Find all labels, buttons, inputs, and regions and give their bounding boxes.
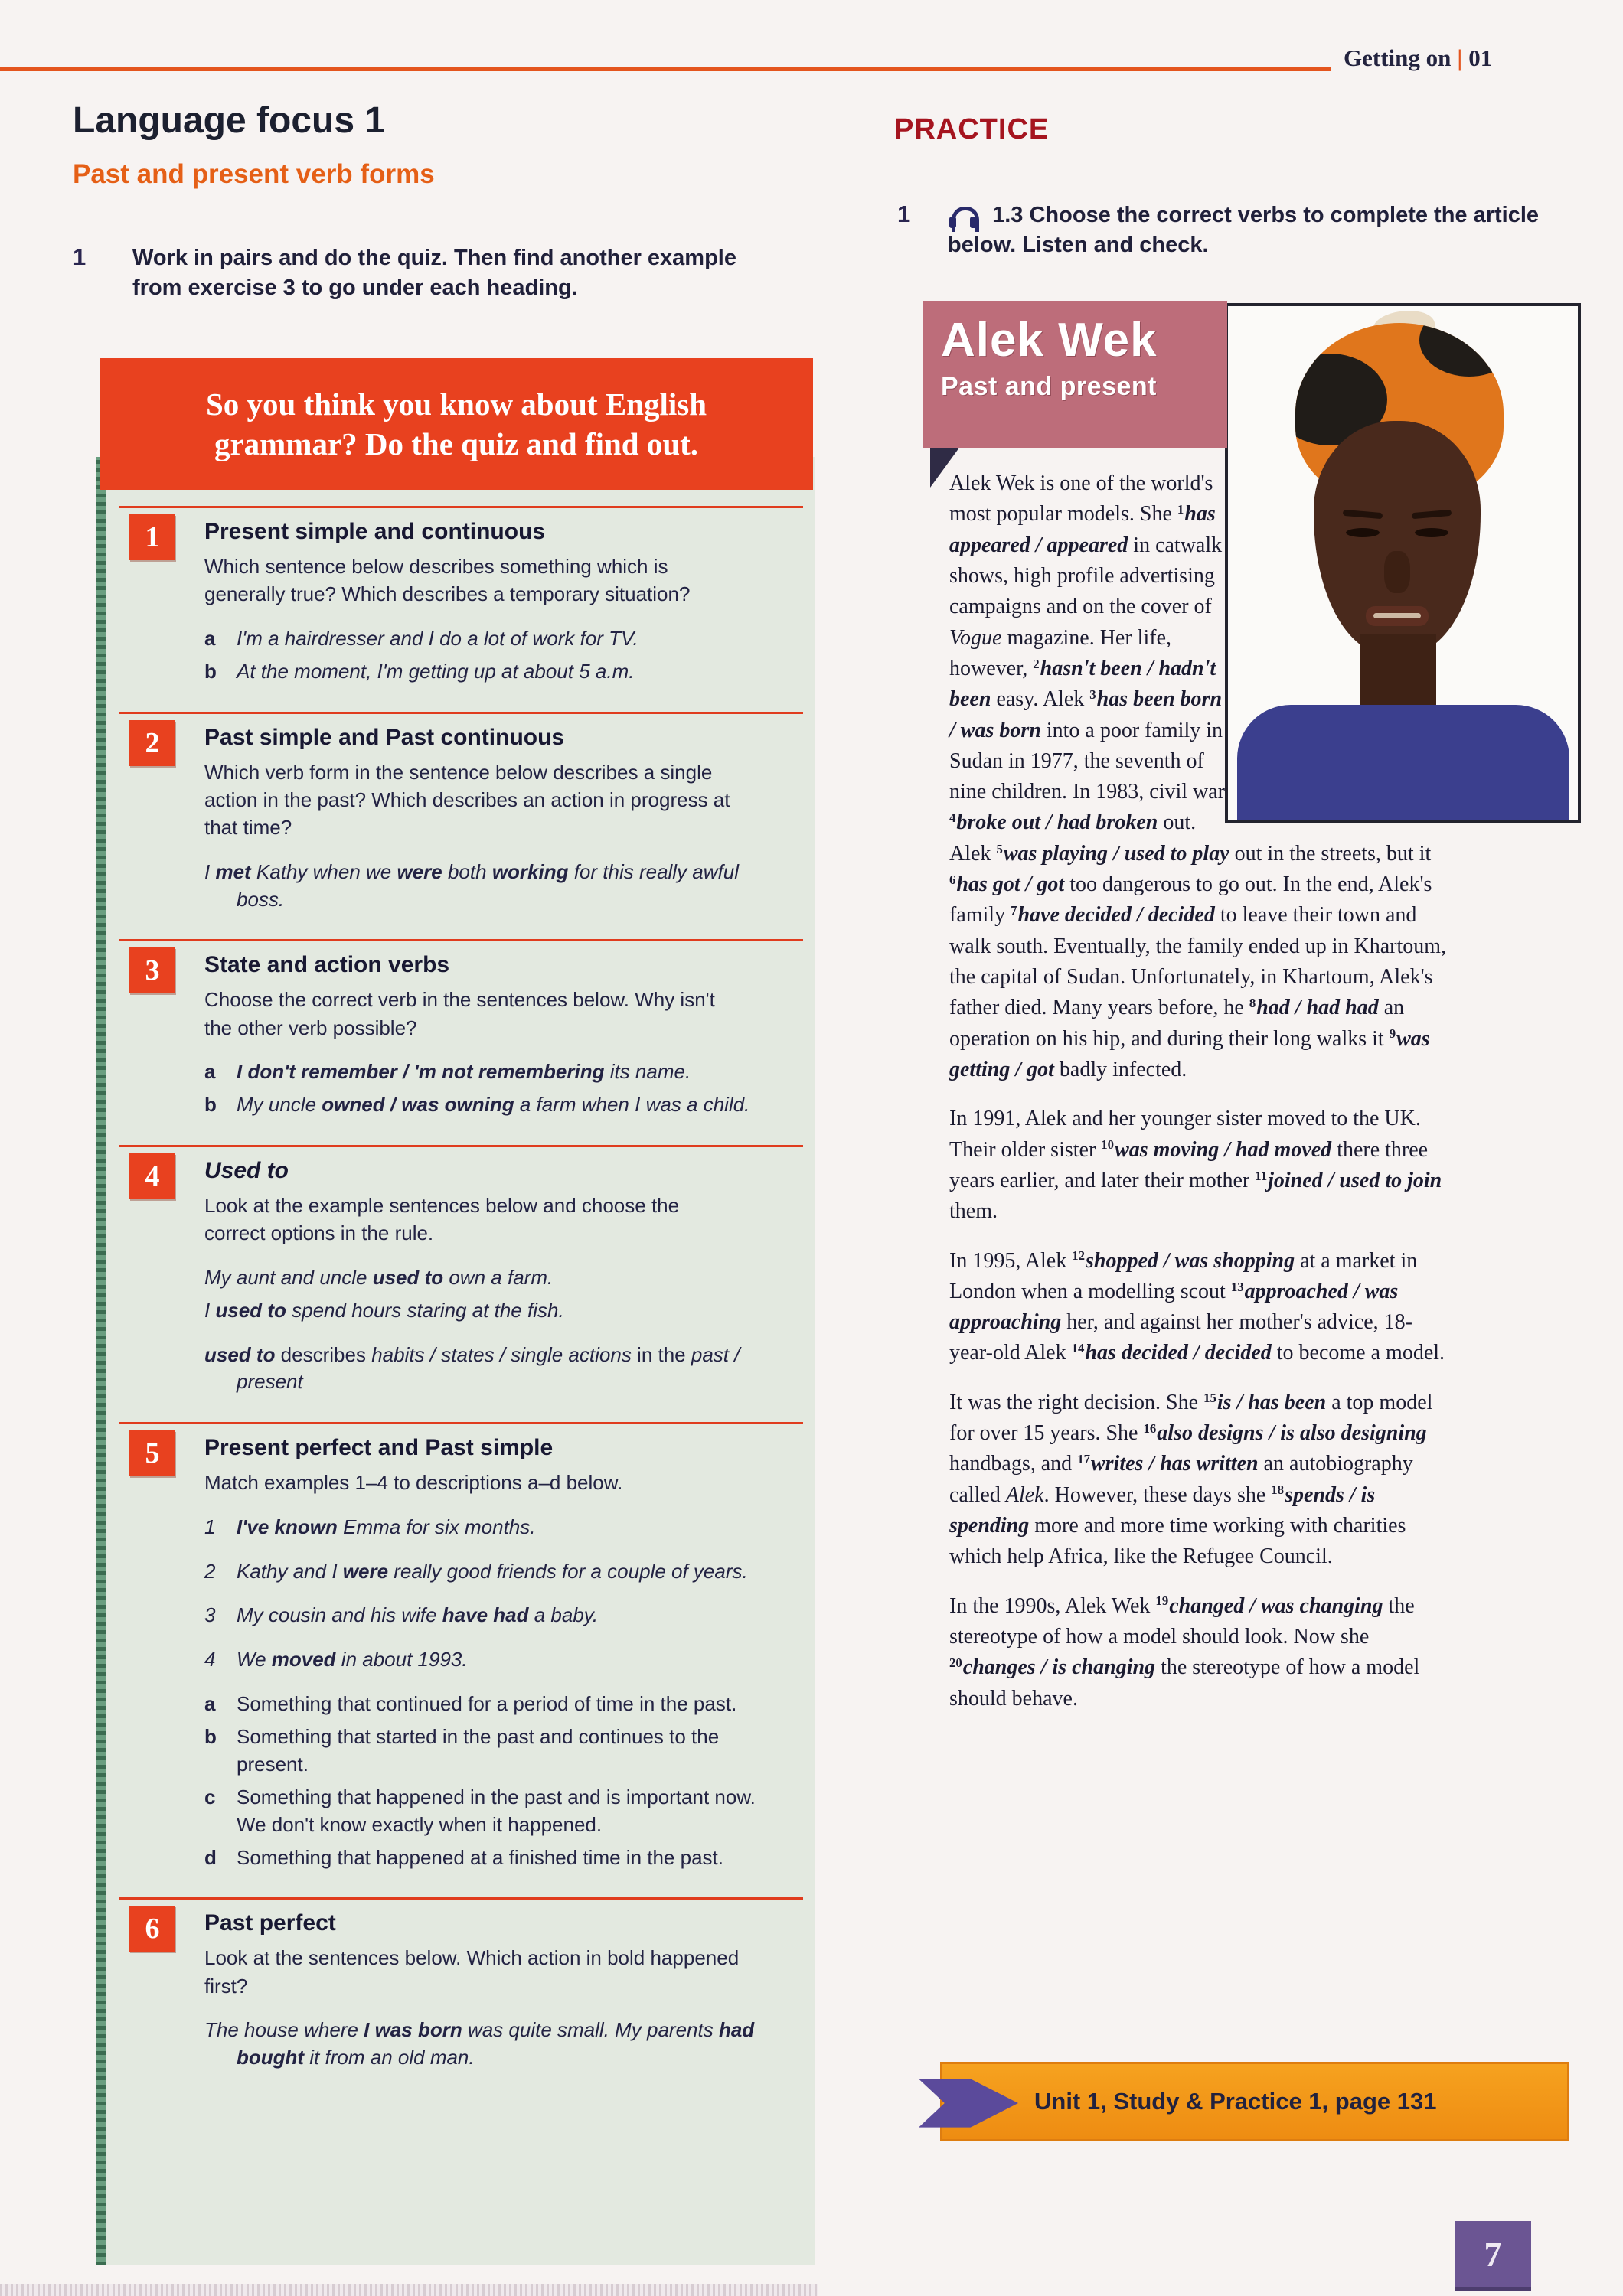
article-subtitle: Past and present: [941, 372, 1157, 402]
line-label: b: [204, 1725, 217, 1749]
verb-choice: was moving / had moved: [1115, 1137, 1332, 1162]
verb-choice: were: [397, 859, 442, 883]
quiz-section-title: Present perfect and Past simple: [204, 1435, 554, 1461]
quiz-example-line: [204, 1691, 772, 1718]
verb-choice: joined / used to join: [1268, 1168, 1442, 1192]
quiz-banner-line2: grammar? Do the quiz and find out.: [214, 426, 699, 461]
article-paragraph: [949, 1104, 1455, 1227]
practice-exercise-1: [897, 201, 1586, 260]
page-header: [1344, 44, 1492, 72]
verb-choice: working: [491, 859, 569, 883]
verb-choice: had / had had: [1256, 996, 1379, 1020]
line-label: b: [204, 1093, 217, 1117]
line-label: 1: [204, 1515, 216, 1538]
verb-choice: changed / was changing: [1169, 1593, 1383, 1618]
quiz-example-line: [204, 1602, 772, 1629]
page-subtitle: Past and present verb forms: [73, 159, 435, 189]
text-run: Kathy and I: [237, 1559, 343, 1583]
quiz-section-number: 3: [129, 947, 175, 993]
line-label: c: [204, 1785, 216, 1808]
study-reference-banner: [940, 2062, 1569, 2141]
text-run: I: [204, 1298, 216, 1322]
quiz-section-title: State and action verbs: [204, 952, 450, 978]
quiz-example-line: [204, 1724, 772, 1779]
quiz-section-question: Choose the correct verb in the sentences below. Why isn't the other verb possible?: [204, 988, 715, 1039]
practice-instruction: [948, 201, 1583, 260]
verb-choice: I've known: [237, 1515, 338, 1538]
article-title: Alek Wek: [941, 314, 1158, 367]
header-divider: |: [1457, 44, 1463, 71]
text-run: . However, these days she: [1043, 1482, 1272, 1507]
text-run: its name.: [604, 1060, 691, 1084]
verb-choice: were: [342, 1559, 389, 1583]
quiz-section-question: Look at the sentences below. Which action in bold happened first?: [204, 1946, 740, 1998]
text-run: past / present: [237, 1342, 740, 1394]
quiz-section: [119, 1897, 803, 2087]
verb-choice: has decided / decided: [1085, 1341, 1272, 1365]
text-run: magazine. Her life, however,: [949, 625, 1171, 680]
verb-choice: broke out / had broken: [956, 810, 1158, 835]
text-run: In 1991, Alek and her younger sister moved to the UK. Their older sister: [949, 1107, 1421, 1162]
text-run: too dangerous to go out. In the end, Alek's family: [949, 872, 1432, 928]
quiz-section-number: 4: [129, 1153, 175, 1199]
verb-choice: changes / is changing: [962, 1655, 1156, 1680]
article-paragraph: [949, 1246, 1455, 1369]
choice-number: 14: [1071, 1341, 1085, 1356]
text-run: easy. Alek: [991, 687, 1090, 712]
article-title-box: [923, 301, 1227, 448]
quiz-section: [119, 1145, 803, 1411]
quiz-section-number: 5: [129, 1430, 175, 1476]
quiz-box: [96, 457, 815, 2265]
headphones-icon: [949, 207, 977, 223]
line-label: 2: [204, 1559, 216, 1583]
verb-choice: have had: [442, 1603, 529, 1627]
quiz-example-line: [204, 859, 772, 914]
article-paragraph: [949, 1591, 1455, 1714]
text-run: an autobiography called: [949, 1452, 1413, 1507]
text-run: Something that happened in the past and is important now. We don't know exactly when it happened.: [237, 1785, 756, 1836]
quiz-example-line: [204, 1297, 772, 1325]
choice-number: 20: [949, 1655, 962, 1671]
quiz-section-question: Which verb form in the sentence below describes a single action in the past? Which describes an action in progress at that time?: [204, 760, 730, 840]
header-unit-number: 01: [1468, 44, 1493, 71]
text-run: to leave their town and walk south. Eventually, the family ended up in Khartoum, the capital of Sudan. Unfortunately, in Khartoum, Alek's father died. Many years before, he: [949, 903, 1447, 1020]
line-label: 4: [204, 1648, 216, 1671]
verb-choice: hasn't been / hadn't been: [949, 656, 1216, 712]
text-run: the stereotype of how a model should look. Now she: [949, 1593, 1415, 1649]
text-run: an operation on his hip, and during their long walks it: [949, 996, 1405, 1051]
scan-edge-strip: [0, 2284, 818, 2296]
quiz-example-line: [204, 1342, 772, 1397]
choice-number: 5: [996, 841, 1003, 856]
line-label: a: [204, 1692, 216, 1716]
choice-number: 18: [1271, 1482, 1285, 1498]
verb-choice: writes / has written: [1090, 1452, 1259, 1476]
verb-choice: met: [215, 859, 251, 883]
quiz-example-line: [204, 625, 772, 653]
text-run: My cousin and his wife: [237, 1603, 442, 1627]
study-reference-text: Unit 1, Study & Practice 1, page 131: [1034, 2088, 1437, 2115]
text-run: Kathy when we: [250, 859, 397, 883]
line-label: a: [204, 626, 216, 650]
quiz-example-line: [204, 658, 772, 686]
practice-heading: PRACTICE: [894, 113, 1050, 145]
quiz-sections: [119, 506, 803, 2098]
choice-number: 15: [1203, 1390, 1216, 1405]
text-run: out in the streets, but it: [1229, 841, 1432, 866]
choice-number: 6: [949, 872, 956, 887]
quiz-example-line: [204, 1558, 772, 1586]
text-run: a baby.: [528, 1603, 599, 1627]
text-run: Something that happened at a finished time in the past.: [237, 1845, 723, 1869]
quiz-banner: [100, 358, 813, 490]
choice-number: 7: [1011, 903, 1017, 918]
quiz-example-line: [204, 1784, 772, 1839]
audio-track-number: 1.3: [992, 203, 1024, 227]
quiz-section: [119, 939, 803, 1134]
text-run: describes: [275, 1342, 372, 1366]
exercise-1: [73, 243, 762, 303]
verb-choice: spends / is spending: [949, 1482, 1376, 1538]
verb-choice: owned / was owning: [322, 1093, 514, 1117]
text-run: The house where: [204, 2018, 364, 2042]
quiz-example-line: [204, 1514, 772, 1541]
practice-exercise-number: 1: [897, 201, 911, 227]
verb-choice: I don't remember / 'm not remembering: [237, 1060, 605, 1084]
quiz-example-line: [204, 1264, 772, 1292]
quiz-section-number: 1: [129, 514, 175, 560]
exercise-number: 1: [73, 243, 87, 270]
text-run: Something that continued for a period of time in the past.: [237, 1692, 737, 1716]
header-rule: [0, 67, 1331, 71]
text-run: in catwalk shows, high profile advertising campaigns and on the cover of: [949, 533, 1223, 619]
quiz-section-title: Past perfect: [204, 1910, 336, 1936]
quiz-section: [119, 506, 803, 701]
text-run: a farm when I was a child.: [514, 1093, 750, 1117]
text-run: It was the right decision. She: [949, 1390, 1204, 1414]
verb-choice: has been born / was born: [949, 687, 1223, 742]
practice-instruction-text: Choose the correct verbs to complete the article below. Listen and check.: [948, 203, 1540, 258]
exercise-instruction: Work in pairs and do the quiz. Then find another example from exercise 3 to go under each heading.: [132, 246, 736, 301]
text-run: My uncle: [237, 1093, 322, 1117]
text-run: I: [204, 859, 216, 883]
verb-choice: used to: [372, 1265, 444, 1289]
quiz-example-line: [204, 1091, 772, 1119]
verb-choice: had bought: [237, 2018, 755, 2069]
quiz-example-line: [204, 1058, 772, 1086]
text-run: Something that started in the past and continues to the present.: [237, 1725, 720, 1776]
choice-number: 17: [1077, 1452, 1090, 1467]
text-run: My aunt and uncle: [204, 1265, 373, 1289]
verb-choice: used to: [204, 1342, 276, 1366]
choice-number: 9: [1389, 1026, 1396, 1042]
line-label: a: [204, 1060, 216, 1084]
choice-number: 4: [949, 810, 956, 826]
text-run: handbags, and: [949, 1452, 1078, 1476]
text-run: out. Alek: [949, 810, 1197, 866]
text-run: at a market in London when a modelling scout: [949, 1248, 1418, 1303]
verb-choice: has appeared / appeared: [949, 502, 1216, 557]
text-run: own a farm.: [443, 1265, 554, 1289]
verb-choice: has got / got: [956, 872, 1065, 897]
choice-number: 10: [1101, 1137, 1115, 1153]
text-run: there three years earlier, and later their mother: [949, 1137, 1429, 1192]
quiz-section-number: 2: [129, 720, 175, 766]
text-run: her, and against her mother's advice, 18-year-old Alek: [949, 1310, 1413, 1365]
verb-choice: shopped / was shopping: [1086, 1248, 1295, 1273]
quiz-section-title: Used to: [204, 1157, 289, 1183]
verb-choice: approached / was approaching: [949, 1279, 1399, 1335]
quiz-section-title: Present simple and continuous: [204, 519, 546, 544]
quiz-section-question: Which sentence below describes something which is generally true? Which describes a temporary situation?: [204, 555, 691, 606]
header-section-title: Getting on: [1344, 44, 1452, 71]
text-run: We: [237, 1648, 272, 1671]
choice-number: 3: [1089, 687, 1096, 702]
text-run: Emma for six months.: [337, 1515, 536, 1538]
text-run: into a poor family in Sudan in 1977, the seventh of nine children. In 1983, civil war: [949, 718, 1226, 804]
text-run: them.: [949, 1199, 998, 1224]
line-label: 3: [204, 1603, 216, 1627]
page-title: Language focus 1: [73, 100, 386, 141]
quiz-section-question: Match examples 1–4 to descriptions a–d below.: [204, 1471, 623, 1495]
text-run: was quite small. My parents: [462, 2018, 719, 2042]
verb-choice: I was born: [364, 2018, 462, 2042]
quiz-example-line: [204, 1646, 772, 1674]
quiz-section-title: Past simple and Past continuous: [204, 724, 565, 750]
article-body: [949, 468, 1455, 1733]
quiz-left-border: [96, 457, 106, 2265]
text-run: more and more time working with charities which help Africa, like the Refugee Council.: [949, 1514, 1406, 1569]
text-run: for this really awful boss.: [237, 859, 740, 911]
verb-choice: was playing / used to play: [1003, 841, 1229, 866]
line-label: b: [204, 659, 217, 683]
article-paragraph: [949, 1388, 1455, 1573]
choice-number: 8: [1249, 996, 1256, 1011]
quiz-section-question: Look at the example sentences below and choose the correct options in the rule.: [204, 1193, 680, 1245]
line-label: d: [204, 1845, 217, 1869]
choice-number: 12: [1072, 1248, 1085, 1264]
quiz-example-line: [204, 1844, 772, 1872]
text-run: it from an old man.: [304, 2046, 475, 2069]
verb-choice: have decided / decided: [1017, 903, 1215, 928]
text-run: the stereotype of how a model should behave.: [949, 1655, 1420, 1711]
verb-choice: moved: [271, 1648, 336, 1671]
verb-choice: also designs / is also designing: [1157, 1421, 1427, 1446]
text-run: At the moment, I'm getting up at about 5 a.m.: [237, 659, 635, 683]
choice-number: 1: [1177, 502, 1184, 517]
text-run: both: [442, 859, 492, 883]
choice-number: 13: [1230, 1279, 1244, 1294]
text-run: in about 1993.: [335, 1648, 468, 1671]
text-run: habits / states / single actions: [371, 1342, 632, 1366]
text-run: to become a model.: [1271, 1341, 1445, 1365]
verb-choice: is / has been: [1216, 1390, 1327, 1414]
quiz-section: [119, 712, 803, 929]
text-run: In 1995, Alek: [949, 1248, 1073, 1273]
choice-number: 19: [1155, 1593, 1169, 1609]
choice-number: 2: [1033, 656, 1040, 671]
text-run: I'm a hairdresser and I do a lot of work for TV.: [237, 626, 638, 650]
quiz-example-line: [204, 2017, 772, 2072]
quiz-section-number: 6: [129, 1906, 175, 1952]
choice-number: 16: [1143, 1420, 1157, 1436]
text-run: a top model for over 15 years. She: [949, 1390, 1433, 1446]
text-run: Alek Wek is one of the world's most popular models. She: [949, 471, 1213, 527]
text-run: in the: [631, 1342, 691, 1366]
page-number-badge: 7: [1455, 2221, 1531, 2291]
text-run: badly infected.: [1053, 1057, 1187, 1081]
quiz-banner-line1: So you think you know about English: [205, 386, 707, 422]
text-run: Vogue: [949, 625, 1002, 650]
quiz-section: [119, 1422, 803, 1887]
text-run: In the 1990s, Alek Wek: [949, 1593, 1156, 1618]
verb-choice: was getting / got: [949, 1026, 1430, 1081]
photo-wrap-spacer: [1225, 468, 1455, 827]
text-run: spend hours staring at the fish.: [286, 1298, 564, 1322]
choice-number: 11: [1255, 1168, 1268, 1183]
text-run: Alek: [1005, 1482, 1044, 1507]
text-run: really good friends for a couple of years.: [388, 1559, 748, 1583]
verb-choice: used to: [215, 1298, 286, 1322]
